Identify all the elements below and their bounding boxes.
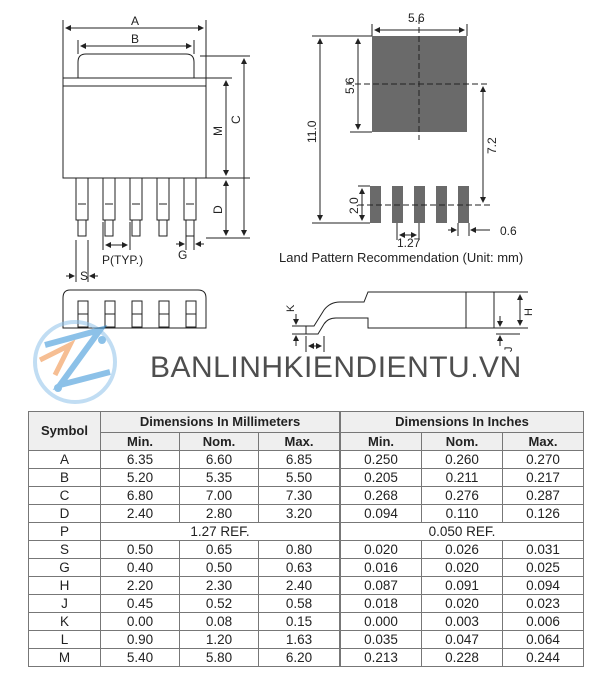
mm-nom-header: Nom. — [180, 433, 259, 451]
label-K: K — [285, 304, 297, 312]
in-nom: 0.276 — [422, 487, 503, 505]
label-J: J — [503, 346, 515, 352]
in-ref: 0.050 REF. — [340, 523, 584, 541]
mm-max-header: Max. — [259, 433, 341, 451]
land-lead-w-label: 0.6 — [500, 224, 517, 238]
row-symbol: M — [29, 649, 101, 667]
in-max: 0.126 — [503, 505, 584, 523]
mm-nom: 5.80 — [180, 649, 259, 667]
table-row — [29, 451, 584, 469]
row-symbol: H — [29, 577, 101, 595]
mm-min: 2.20 — [101, 577, 180, 595]
mm-nom: 0.52 — [180, 595, 259, 613]
mm-nom: 0.65 — [180, 541, 259, 559]
in-min: 0.087 — [340, 577, 422, 595]
mm-nom: 6.60 — [180, 451, 259, 469]
mm-min: 0.40 — [101, 559, 180, 577]
in-max: 0.270 — [503, 451, 584, 469]
mm-nom: 0.50 — [180, 559, 259, 577]
table-row — [29, 523, 584, 541]
label-M: M — [211, 126, 225, 136]
row-symbol: S — [29, 541, 101, 559]
row-symbol: C — [29, 487, 101, 505]
mm-group-header: Dimensions In Millimeters — [101, 412, 341, 433]
leads-top-view — [76, 178, 196, 236]
watermark-text: BANLINHKIENDIENTU.VN — [150, 351, 522, 384]
mm-min: 0.00 — [101, 613, 180, 631]
in-max: 0.217 — [503, 469, 584, 487]
in-nom: 0.211 — [422, 469, 503, 487]
in-max: 0.287 — [503, 487, 584, 505]
in-min: 0.094 — [340, 505, 422, 523]
row-symbol: B — [29, 469, 101, 487]
in-max: 0.031 — [503, 541, 584, 559]
land-leads — [370, 186, 469, 223]
mm-max: 3.20 — [259, 505, 341, 523]
mm-min: 2.40 — [101, 505, 180, 523]
land-total-label: 11.0 — [305, 120, 319, 143]
table-row — [29, 505, 584, 523]
table-row — [29, 559, 584, 577]
in-nom: 0.091 — [422, 577, 503, 595]
label-P: P(TYP.) — [102, 253, 144, 267]
table-row — [29, 487, 584, 505]
mm-max: 1.63 — [259, 631, 341, 649]
table-row — [29, 595, 584, 613]
in-max: 0.244 — [503, 649, 584, 667]
in-nom: 0.228 — [422, 649, 503, 667]
mm-max: 0.63 — [259, 559, 341, 577]
row-symbol: A — [29, 451, 101, 469]
label-B: B — [131, 32, 140, 46]
mm-ref: 1.27 REF. — [101, 523, 341, 541]
in-nom: 0.260 — [422, 451, 503, 469]
table-row — [29, 577, 584, 595]
label-C: C — [229, 115, 243, 124]
row-symbol: P — [29, 523, 101, 541]
in-max: 0.064 — [503, 631, 584, 649]
row-symbol: G — [29, 559, 101, 577]
label-S: S — [80, 269, 89, 283]
in-min: 0.213 — [340, 649, 422, 667]
watermark-logo — [35, 322, 115, 402]
in-nom: 0.110 — [422, 505, 503, 523]
mm-min: 6.80 — [101, 487, 180, 505]
mm-min: 5.20 — [101, 469, 180, 487]
in-min: 0.018 — [340, 595, 422, 613]
in-max: 0.094 — [503, 577, 584, 595]
label-H: H — [523, 308, 535, 316]
mm-max: 0.58 — [259, 595, 341, 613]
symbol-header: Symbol — [29, 412, 101, 451]
row-symbol: K — [29, 613, 101, 631]
mm-max: 6.85 — [259, 451, 341, 469]
label-A: A — [131, 14, 140, 28]
land-pattern — [312, 18, 490, 240]
mm-min: 5.40 — [101, 649, 180, 667]
dimensions-table-body — [29, 451, 584, 667]
land-lead-len-label: 2.0 — [347, 197, 361, 214]
in-min: 0.016 — [340, 559, 422, 577]
mm-max: 2.40 — [259, 577, 341, 595]
in-min: 0.035 — [340, 631, 422, 649]
mm-min: 0.90 — [101, 631, 180, 649]
mm-nom: 0.08 — [180, 613, 259, 631]
profile-view — [292, 292, 528, 352]
land-caption: Land Pattern Recommendation (Unit: mm) — [279, 250, 524, 265]
row-symbol: L — [29, 631, 101, 649]
land-pitch-label: 1.27 — [397, 236, 421, 250]
in-max: 0.006 — [503, 613, 584, 631]
in-nom: 0.026 — [422, 541, 503, 559]
label-D: D — [211, 205, 225, 214]
land-pad-height-label: 5.6 — [343, 77, 357, 94]
mm-max: 6.20 — [259, 649, 341, 667]
dimensions-table — [28, 411, 584, 667]
mm-min: 0.45 — [101, 595, 180, 613]
in-nom-header: Nom. — [422, 433, 503, 451]
mm-nom: 7.00 — [180, 487, 259, 505]
table-row — [29, 541, 584, 559]
mm-max: 7.30 — [259, 487, 341, 505]
in-min-header: Min. — [340, 433, 422, 451]
mm-min-header: Min. — [101, 433, 180, 451]
table-row — [29, 631, 584, 649]
mm-nom: 5.35 — [180, 469, 259, 487]
in-min: 0.205 — [340, 469, 422, 487]
row-symbol: J — [29, 595, 101, 613]
in-nom: 0.020 — [422, 559, 503, 577]
mm-min: 6.35 — [101, 451, 180, 469]
in-nom: 0.003 — [422, 613, 503, 631]
in-min: 0.250 — [340, 451, 422, 469]
mm-nom: 2.80 — [180, 505, 259, 523]
land-pitch-vertical-label: 7.2 — [485, 137, 499, 154]
table-row — [29, 469, 584, 487]
in-group-header: Dimensions In Inches — [340, 412, 584, 433]
in-max-header: Max. — [503, 433, 584, 451]
mm-nom: 2.30 — [180, 577, 259, 595]
in-min: 0.268 — [340, 487, 422, 505]
in-max: 0.023 — [503, 595, 584, 613]
in-nom: 0.020 — [422, 595, 503, 613]
in-max: 0.025 — [503, 559, 584, 577]
land-width-label: 5.6 — [408, 11, 425, 25]
mm-nom: 1.20 — [180, 631, 259, 649]
table-row — [29, 613, 584, 631]
label-G: G — [178, 248, 188, 262]
in-nom: 0.047 — [422, 631, 503, 649]
mm-min: 0.50 — [101, 541, 180, 559]
table-row — [29, 649, 584, 667]
mm-max: 0.80 — [259, 541, 341, 559]
in-min: 0.020 — [340, 541, 422, 559]
top-view — [63, 20, 250, 282]
mm-max: 0.15 — [259, 613, 341, 631]
in-min: 0.000 — [340, 613, 422, 631]
mm-max: 5.50 — [259, 469, 341, 487]
row-symbol: D — [29, 505, 101, 523]
